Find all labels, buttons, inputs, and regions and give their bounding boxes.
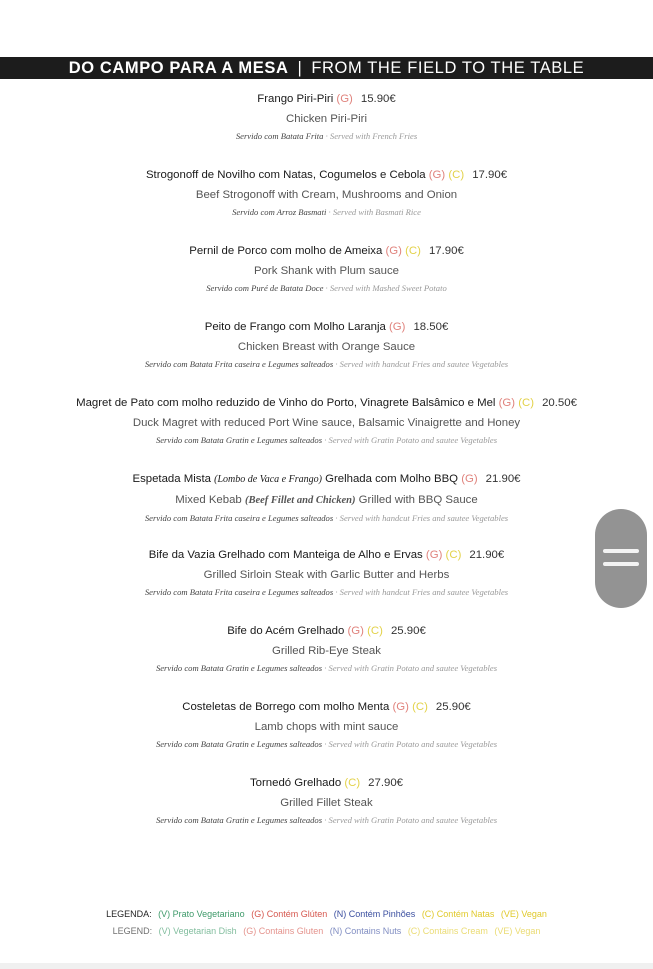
cream-tag: (C)	[367, 625, 383, 637]
dish-item: Tornedó Grelhado (C) 27.90€ Grilled Fillet Steak Servido com Batata Gratin e Legumes salteados · Served with Gratin Potato and sautee Vegetables	[0, 775, 653, 851]
served-with-en: Served with Gratin Potato and sautee Vegetables	[328, 663, 498, 673]
served-with-en: Served with Mashed Sweet Potato	[329, 283, 447, 293]
legend-vegetarian: (V) Vegetarian Dish	[158, 926, 237, 936]
dish-price: 27.90€	[368, 777, 403, 789]
dish-name-pt: Peito de Frango com Molho Laranja	[204, 321, 386, 333]
dish-name-en: Grilled Fillet Steak	[280, 797, 373, 809]
legend-nuts: (N) Contém Pinhões	[333, 909, 416, 919]
dish-name-pt-rest: Grelhada com Molho BBQ	[325, 473, 459, 485]
dish-item: Bife do Acém Grelhado (G) (C) 25.90€ Grilled Rib-Eye Steak Servido com Batata Gratin e Legumes salteados · Served with Gratin Potato and sautee Vegetables	[0, 623, 653, 699]
dish-item: Costeletas de Borrego com molho Menta (G) (C) 25.90€ Lamb chops with mint sauce Servido com Batata Gratin e Legumes salteados · Served with Gratin Potato and sautee Vegetables	[0, 699, 653, 775]
served-with-pt: Servido com Batata Gratin e Legumes salteados	[155, 435, 323, 445]
served-with-pt: Servido com Batata Frita	[235, 131, 324, 141]
dish-name-pt: Tornedó Grelhado	[249, 777, 342, 789]
legend-label: LEGEND:	[112, 926, 153, 936]
gluten-tag: (G)	[428, 169, 446, 181]
dish-item: Pernil de Porco com molho de Ameixa (G) (C) 17.90€ Pork Shank with Plum sauce Servido com Puré de Batata Doce · Served with Mashed Sweet Potato	[0, 243, 653, 319]
legend-nuts: (N) Contains Nuts	[329, 926, 402, 936]
dish-name-en-rest: Grilled with BBQ Sauce	[358, 494, 478, 506]
cream-tag: (C)	[448, 169, 465, 181]
dish-price: 25.90€	[390, 625, 426, 637]
dish-price: 17.90€	[428, 245, 464, 257]
dish-item: Magret de Pato com molho reduzido de Vinho do Porto, Vinagrete Balsâmico e Mel (G) (C) 20.50€ Duck Magret with reduced Port Wine sauce, Balsamic Vinaigrette and Honey Servido com Batata Gratin e Legumes salteados · Served with Gratin Potato and sautee Vegetables	[0, 395, 653, 471]
banner-separator: |	[297, 59, 303, 77]
served-with-pt: Servido com Arroz Basmati	[232, 207, 327, 217]
cream-tag: (C)	[518, 397, 535, 409]
dish-name-en: Pork Shank with Plum sauce	[254, 265, 399, 277]
dish-name-en-detail: (Beef Fillet and Chicken)	[244, 495, 356, 506]
served-with-pt: Servido com Batata Gratin e Legumes salteados	[155, 815, 323, 825]
banner-title-pt: DO CAMPO PARA A MESA	[68, 59, 289, 77]
legend-vegan: (VE) Vegan	[500, 909, 547, 919]
dish-name-pt: Magret de Pato com molho reduzido de Vinho do Porto, Vinagrete Balsâmico e Mel	[76, 397, 496, 409]
allergen-legend	[0, 906, 653, 940]
dish-item: Espetada Mista (Lombo de Vaca e Frango) Grelhada com Molho BBQ (G) 21.90€ Mixed Kebab (Beef Fillet and Chicken) Grilled with BBQ Sauce Servido com Batata Frita caseira e Legumes salteados · Served with handcut Fries and sautee Vegetables	[132, 473, 521, 523]
dish-price: 18.50€	[413, 321, 449, 333]
dish-name-pt-detail: (Lombo de Vaca e Frango)	[214, 474, 322, 485]
section-banner	[0, 57, 653, 79]
served-with-en: Served with handcut Fries and sautee Vegetables	[339, 359, 509, 369]
gluten-tag: (G)	[336, 93, 353, 105]
served-with-en: Served with French Fries	[329, 131, 418, 141]
legend-cream: (C) Contains Cream	[407, 926, 488, 936]
dish-name-en: Chicken Piri-Piri	[285, 113, 367, 125]
dish-name-en: Lamb chops with mint sauce	[254, 721, 399, 733]
dish-name-en: Grilled Sirloin Steak with Garlic Butter and Herbs	[203, 569, 450, 581]
dish-name-en: Grilled Rib-Eye Steak	[272, 645, 381, 657]
dish-name-pt: Bife da Vazia Grelhado com Manteiga de Alho e Ervas	[148, 549, 423, 561]
dish-price: 21.90€	[485, 473, 521, 485]
served-with-en: Served with Basmati Rice	[332, 207, 421, 217]
cream-tag: (C)	[405, 245, 421, 257]
legend-vegan: (VE) Vegan	[494, 926, 541, 936]
served-with-en: Served with handcut Fries and sautee Vegetables	[339, 587, 509, 597]
legend-row-pt	[0, 906, 653, 923]
dish-name-pt: Pernil de Porco com molho de Ameixa	[189, 245, 383, 257]
served-with-en: Served with handcut Fries and sautee Vegetables	[339, 513, 509, 523]
dish-item: Peito de Frango com Molho Laranja (G) 18.50€ Chicken Breast with Orange Sauce Servido com Batata Frita caseira e Legumes salteados · Served with handcut Fries and sautee Vegetables	[0, 319, 653, 395]
gluten-tag: (G)	[392, 701, 409, 713]
dish-item: Frango Piri-Piri (G) 15.90€ Chicken Piri-Piri Servido com Batata Frita · Served with French Fries	[0, 91, 653, 167]
gluten-tag: (G)	[425, 549, 443, 561]
dish-name-en: Beef Strogonoff with Cream, Mushrooms and Onion	[195, 189, 458, 201]
gluten-tag: (G)	[385, 245, 402, 257]
served-with-pt: Servido com Batata Frita caseira e Legumes salteados	[144, 513, 334, 523]
dish-name-en: Chicken Breast with Orange Sauce	[237, 341, 416, 353]
dish-list	[0, 91, 653, 851]
served-with-pt: Servido com Batata Frita caseira e Legumes salteados	[144, 587, 334, 597]
cream-tag: (C)	[344, 777, 361, 789]
dish-price: 20.50€	[542, 397, 577, 409]
dish-item: Bife da Vazia Grelhado com Manteiga de Alho e Ervas (G) (C) 21.90€ Grilled Sirloin Steak with Garlic Butter and Herbs Servido com Batata Frita caseira e Legumes salteados · Served with handcut Fries and sautee Vegetables	[0, 547, 653, 623]
legend-label: LEGENDA:	[106, 909, 152, 919]
gluten-tag: (G)	[498, 397, 516, 409]
dish-name-pt: Costeletas de Borrego com molho Menta	[182, 701, 390, 713]
dish-item: Strogonoff de Novilho com Natas, Cogumelos e Cebola (G) (C) 17.90€ Beef Strogonoff with Cream, Mushrooms and Onion Servido com Arroz Basmati · Served with Basmati Rice	[0, 167, 653, 243]
dish-name-en: Duck Magret with reduced Port Wine sauce, Balsamic Vinaigrette and Honey	[132, 417, 521, 429]
dish-name-en: Mixed Kebab	[175, 494, 242, 506]
legend-gluten: (G) Contains Gluten	[243, 926, 324, 936]
cream-tag: (C)	[445, 549, 462, 561]
gluten-tag: (G)	[347, 625, 364, 637]
served-with-en: Served with Gratin Potato and sautee Vegetables	[328, 739, 498, 749]
dish-price: 15.90€	[360, 93, 396, 105]
served-with-pt: Servido com Batata Frita caseira e Legumes salteados	[144, 359, 334, 369]
legend-cream: (C) Contém Natas	[421, 909, 495, 919]
dish-price: 25.90€	[435, 701, 471, 713]
served-with-pt: Servido com Puré de Batata Doce	[206, 283, 324, 293]
dish-price: 17.90€	[472, 169, 508, 181]
cream-tag: (C)	[412, 701, 428, 713]
dish-name-pt: Frango Piri-Piri	[257, 93, 334, 105]
legend-gluten: (G) Contém Glúten	[251, 909, 328, 919]
served-with-en: Served with Gratin Potato and sautee Vegetables	[328, 815, 498, 825]
legend-vegetarian: (V) Prato Vegetariano	[158, 909, 245, 919]
bottom-edge	[0, 963, 653, 969]
dish-name-pt: Strogonoff de Novilho com Natas, Cogumelos e Cebola	[145, 169, 426, 181]
banner-title-en: FROM THE FIELD TO THE TABLE	[311, 59, 585, 77]
dish-name-pt: Bife do Acém Grelhado	[227, 625, 345, 637]
served-with-pt: Servido com Batata Gratin e Legumes salteados	[155, 663, 323, 673]
dish-price: 21.90€	[469, 549, 505, 561]
served-with-pt: Servido com Batata Gratin e Legumes salteados	[155, 739, 323, 749]
legend-row-en	[0, 923, 653, 940]
served-with-en: Served with Gratin Potato and sautee Vegetables	[328, 435, 498, 445]
gluten-tag: (G)	[388, 321, 406, 333]
dish-name-pt: Espetada Mista	[132, 473, 211, 485]
gluten-tag: (G)	[461, 473, 478, 485]
top-whitespace	[0, 0, 653, 57]
scroll-handle[interactable]	[595, 509, 647, 608]
